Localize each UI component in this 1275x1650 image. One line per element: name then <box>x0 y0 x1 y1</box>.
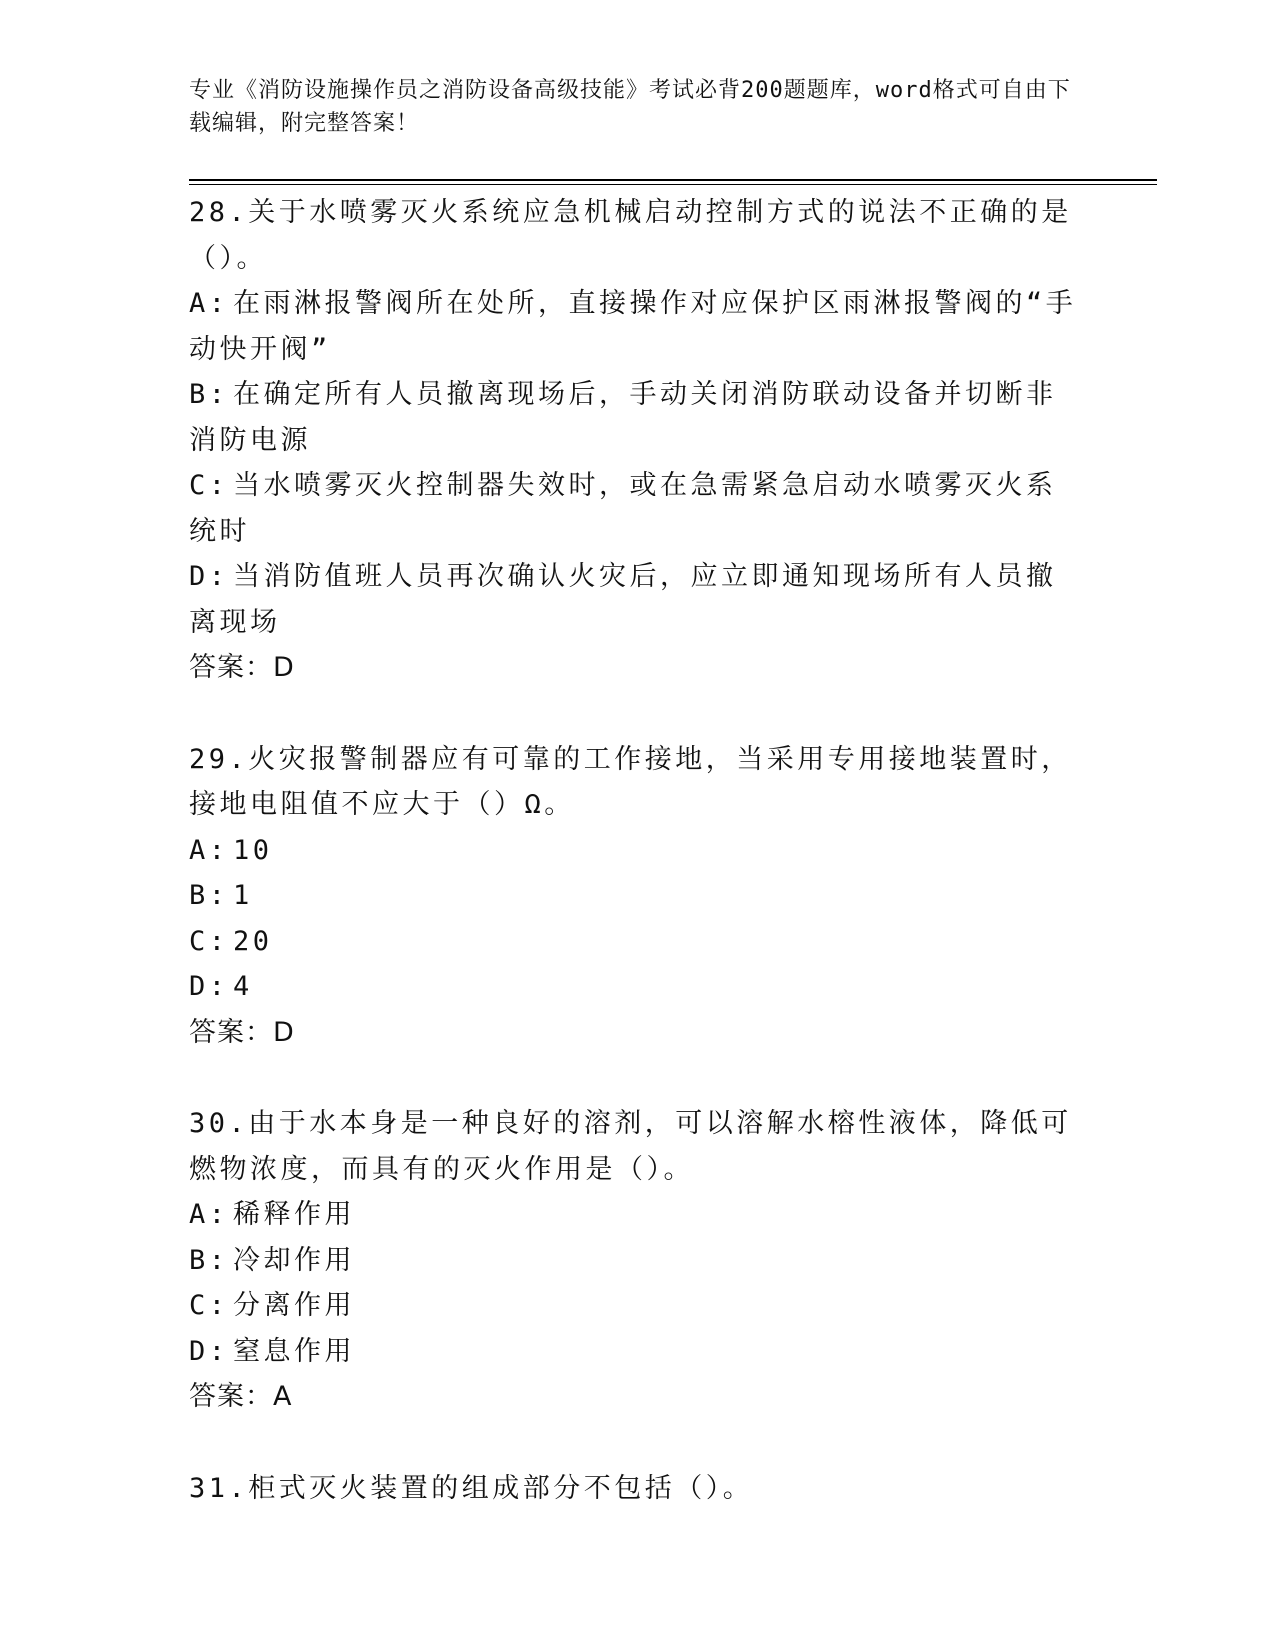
question-text: 30.由于水本身是一种良好的溶剂，可以溶解水榕性液体，降低可燃物浓度，而具有的灭火作用是（）。 <box>189 1108 1072 1185</box>
option-text: 稀释作用 <box>233 1199 355 1230</box>
option-a <box>189 281 1079 372</box>
option-text: 20 <box>233 925 273 957</box>
option-text: 冷却作用 <box>233 1244 355 1276</box>
option-c <box>189 463 1079 554</box>
option-text: 1 <box>233 880 253 911</box>
option-label: B: <box>189 379 229 410</box>
option-label: C: <box>189 1290 229 1321</box>
option-text: 在雨淋报警阀所在处所，直接操作对应保护区雨淋报警阀的“手动快开阀” <box>189 288 1077 365</box>
option-label: B: <box>189 880 229 911</box>
document-header: 专业《消防设施操作员之消防设备高级技能》考试必背200题题库，word格式可自由下载编辑，附完整答案！ <box>189 78 1071 136</box>
option-text: 4 <box>233 971 253 1002</box>
option-label: A: <box>189 1199 229 1230</box>
question-31 <box>189 1466 1079 1512</box>
header-divider-thick <box>189 179 1157 181</box>
option-d <box>189 554 1079 645</box>
question-30 <box>189 1101 1079 1420</box>
option-c <box>189 1283 1079 1329</box>
option-c <box>189 919 1079 965</box>
option-b <box>189 1238 1079 1284</box>
option-text: 窒息作用 <box>233 1335 355 1367</box>
option-label: A: <box>189 834 229 866</box>
option-a <box>189 1192 1079 1238</box>
question-text: 29.火灾报警制器应有可靠的工作接地，当采用专用接地装置时，接地电阻值不应大于（）Ω。 <box>189 743 1072 820</box>
question-text: 28.关于水喷雾灭火系统应急机械启动控制方式的说法不正确的是（）。 <box>189 197 1072 274</box>
question-29 <box>189 737 1079 1056</box>
question-text: 31.柜式灭火装置的组成部分不包括（）。 <box>189 1472 754 1504</box>
option-text: 当水喷雾灭火控制器失效时，或在急需紧急启动水喷雾灭火系统时 <box>189 470 1057 547</box>
option-b <box>189 873 1079 919</box>
option-a <box>189 828 1079 874</box>
option-text: 10 <box>233 834 273 866</box>
option-label: B: <box>189 1244 229 1276</box>
answer-line: 答案：D <box>189 1016 295 1048</box>
question-28 <box>189 190 1079 691</box>
header-divider-thin <box>189 184 1157 185</box>
option-text: 当消防值班人员再次确认火灾后，应立即通知现场所有人员撤离现场 <box>189 561 1057 638</box>
option-label: C: <box>189 925 229 957</box>
question-list <box>189 190 1079 1557</box>
option-text: 分离作用 <box>233 1290 355 1321</box>
answer-line: 答案：A <box>189 1381 293 1412</box>
option-label: D: <box>189 971 229 1002</box>
option-text: 在确定所有人员撤离现场后，手动关闭消防联动设备并切断非消防电源 <box>189 379 1057 456</box>
option-label: C: <box>189 470 229 501</box>
option-label: A: <box>189 288 229 319</box>
option-b <box>189 372 1079 463</box>
option-d <box>189 1329 1079 1375</box>
option-d <box>189 964 1079 1010</box>
option-label: D: <box>189 1335 229 1367</box>
answer-line: 答案：D <box>189 652 295 683</box>
option-label: D: <box>189 561 229 592</box>
